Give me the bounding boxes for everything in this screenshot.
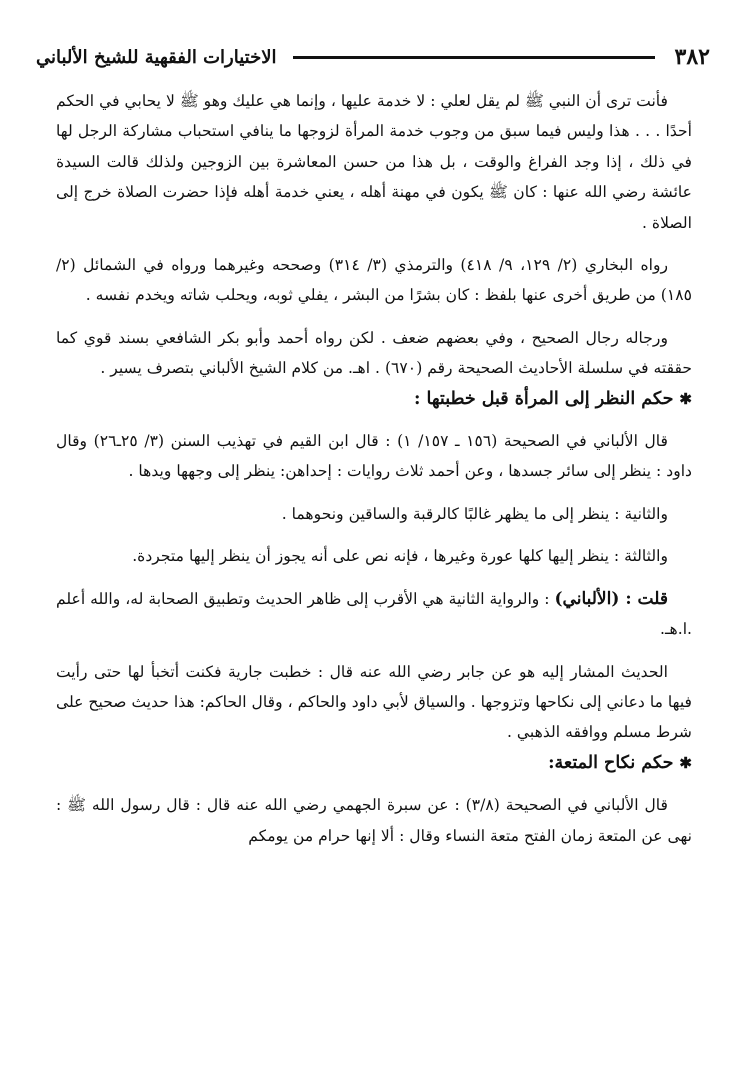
book-title: الاختيارات الفقهية للشيخ الألباني: [36, 46, 277, 68]
paragraph-5: والثانية : ينظر إلى ما يظهر غالبًا كالرقبة والساقين ونحوهما .: [281, 504, 668, 523]
star-bullet-icon: ✱: [679, 389, 692, 408]
page-header: [36, 40, 710, 74]
paragraph-6: والثالثة : ينظر إليها كلها عورة وغيرها ، فإنه نص على أنه يجوز أن ينظر إليها متجردة.: [132, 547, 668, 566]
section-heading-mutah: [56, 748, 692, 778]
section-heading-mutah-text: حكم نكاح المتعة:: [548, 752, 674, 773]
paragraph-1: فأنت ترى أن النبي ﷺ لم يقل لعلي : لا خدمة عليها ، وإنما هي عليك وهو ﷺ لا يحابي في الحكم أحدًا . . . هذا وليس فيما سبق من وجوب خدمة المرأة لزوجها ما ينافي استحباب مشاركة الرجل لها في ذلك ، إذا وجد الفراغ والوقت ، بل هذا من حسن المعاشرة بين الزوجين ولذلك قالت السيدة عائشة رضي الله عنها : كان ﷺ يكون في مهنة أهله ، يعني خدمة أهله فإذا حضرت الصلاة خرج إلى الصلاة .: [56, 92, 692, 232]
page-number: ٣٨٢: [674, 44, 710, 70]
section-heading-viewing-text: حكم النظر إلى المرأة قبل خطبتها :: [413, 388, 674, 409]
paragraph-4: قال الألباني في الصحيحة (١٥٦ ـ ١٥٧/ ١) : قال ابن القيم في تهذيب السنن (٣/ ٢٥ـ٢٦) وقال داود : ينظر إلى سائر جسدها ، وعن أحمد ثلاث روايات : إحداهن: ينظر إلى وجهها ويدها .: [56, 432, 692, 481]
header-rule: [293, 56, 655, 59]
paragraph-9: قال الألباني في الصحيحة (٣/٨) : عن سبرة الجهمي رضي الله عنه قال : قال رسول الله ﷺ : نهى عن المتعة زمان الفتح متعة النساء وقال : ألا إنها حرام من يومكم: [56, 796, 692, 845]
paragraph-8: الحديث المشار إليه هو عن جابر رضي الله عنه قال : خطبت جارية فكنت أتخبأ لها حتى رأيت فيها ما دعاني إلى نكاحها وتزوجها . والسياق لأبي داود والحاكم ، وقال الحاكم: هذا حديث صحيح على شرط مسلم ووافقه الذهبي .: [56, 662, 692, 742]
paragraph-7: [56, 584, 692, 645]
paragraph-2: رواه البخاري (٢/ ١٢٩، ٩/ ٤١٨) والترمذي (٣/ ٣١٤) وصححه وغيرهما ورواه في الشمائل (٢/ ١٨٥) من طريق أخرى عنها بلفظ : كان بشرًا من البشر ، يفلي ثوبه، ويحلب شاته ويخدم نفسه .: [56, 256, 692, 305]
paragraph-7-text: : والرواية الثانية هي الأقرب إلى ظاهر الحديث وتطبيق الصحابة له، والله أعلم .ا.هـ.: [56, 589, 692, 639]
page-body: [56, 86, 692, 851]
section-heading-viewing: [56, 384, 692, 414]
qult-label: قلت : (الألباني): [554, 588, 668, 609]
paragraph-3: ورجاله رجال الصحيح ، وفي بعضهم ضعف . لكن رواه أحمد وأبو بكر الشافعي بسند قوي كما حققته في سلسلة الأحاديث الصحيحة رقم (٦٧٠) . اهـ. من كلام الشيخ الألباني بتصرف يسير .: [56, 328, 692, 378]
star-bullet-icon: ✱: [679, 753, 692, 772]
